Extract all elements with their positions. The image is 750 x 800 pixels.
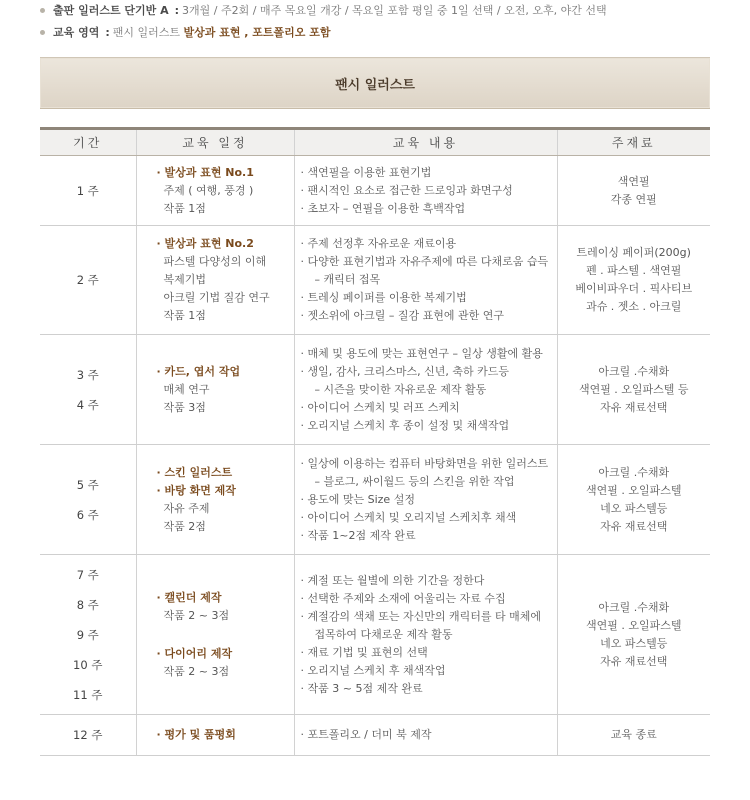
material-item: 네오 파스텔등 — [600, 501, 668, 515]
schedule-detail: 복제기법 — [163, 273, 207, 286]
period-cell — [40, 555, 136, 715]
content-item: – 시즌을 맞이한 자유로운 제작 활동 — [314, 382, 487, 396]
schedule-detail: 작품 2 ~ 3점 — [163, 608, 230, 622]
content-item: – 블로그, 싸이월드 등의 스킨을 위한 작업 — [314, 474, 515, 488]
period-cell — [40, 335, 136, 445]
week-label: 2 주 — [76, 273, 99, 287]
week-label: 4 주 — [76, 397, 99, 412]
table-row — [40, 715, 710, 756]
week-label: 6 주 — [76, 507, 99, 522]
material-item: 아크릴 .수채화 — [598, 465, 670, 479]
table-header-row — [40, 129, 710, 156]
material-item: 과슈 . 젯소 . 아크릴 — [586, 300, 682, 313]
material-item: 색연필 . 오일파스텔 — [586, 618, 682, 632]
content-item: · 아이디어 스케치 및 러프 스케치 — [300, 400, 460, 414]
material-item: 자유 재료선택 — [600, 400, 668, 414]
content-item: · 계절감의 색채 또는 자신만의 캐릭터를 타 매체에 — [300, 609, 541, 623]
schedule-cell — [136, 445, 294, 555]
content-cell — [294, 226, 557, 335]
schedule-title: · 발상과 표현 No.2 — [156, 237, 254, 250]
schedule-detail: 작품 1점 — [163, 201, 206, 215]
week-label: 5 주 — [76, 477, 99, 492]
schedule-cell — [136, 226, 294, 335]
header-period: 기간 — [40, 129, 136, 156]
schedule-detail: 매체 연구 — [163, 382, 210, 396]
material-cell — [557, 156, 710, 226]
period-cell — [40, 156, 136, 226]
schedule-title: · 스킨 일러스트 — [156, 465, 233, 479]
content-item: · 주제 선정후 자유로운 재료이용 — [300, 237, 457, 250]
content-item: · 재료 기법 및 표현의 선택 — [300, 645, 428, 659]
content-item: · 아이디어 스케치 및 오리지널 스케치후 채색 — [300, 510, 517, 524]
schedule-title: · 다이어리 제작 — [156, 646, 233, 660]
content-item: · 오리지널 스케치 후 종이 설정 및 채색작업 — [300, 418, 510, 432]
info-line-course: 출판 일러스트 단기반 A : 3개월 / 주2회 / 매주 목요일 개강 / 목요일 포함 평일 중 1일 선택 / 오전, 오후, 야간 선택 — [40, 0, 740, 22]
info-text: 3개월 / 주2회 / 매주 목요일 개강 / 목요일 포함 평일 중 1일 선택 / 오전, 오후, 야간 선택 — [182, 4, 607, 17]
content-item: · 오리지널 스케치 후 채색작업 — [300, 663, 446, 677]
schedule-title: · 바탕 화면 제작 — [156, 483, 236, 497]
header-content: 교육 내용 — [294, 129, 557, 156]
info-line-area: 교육 영역 : 팬시 일러스트 발상과 표현 , 포트폴리오 포함 — [40, 22, 740, 44]
content-item: · 팬시적인 요소로 접근한 드로잉과 화면구성 — [300, 183, 513, 197]
material-item: 색연필 . 오일파스텔 등 — [578, 382, 689, 396]
table-row — [40, 335, 710, 445]
schedule-detail: 작품 2점 — [163, 519, 206, 533]
table-row — [40, 156, 710, 226]
material-item: 아크릴 .수채화 — [598, 600, 670, 614]
material-cell — [557, 445, 710, 555]
schedule-title: · 카드, 엽서 작업 — [156, 364, 241, 378]
material-item: 색연필 . 오일파스텔 — [586, 483, 682, 497]
material-item: 아크릴 .수채화 — [598, 364, 670, 378]
week-label: 8 주 — [76, 597, 99, 612]
week-label: 7 주 — [76, 567, 99, 582]
material-item: 펜 . 파스텔 . 색연필 — [586, 264, 682, 277]
material-item: 교육 종료 — [610, 728, 657, 741]
week-label: 10 주 — [73, 657, 103, 672]
schedule-detail: 파스텔 다양성의 이해 — [163, 255, 267, 268]
curriculum-table-wrap — [40, 127, 710, 756]
content-item: · 포트폴리오 / 더미 북 제작 — [300, 728, 432, 741]
info-label: 출판 일러스트 단기반 A — [53, 4, 169, 17]
schedule-cell — [136, 335, 294, 445]
period-cell — [40, 715, 136, 756]
section-banner — [40, 57, 710, 109]
material-item: 자유 재료선택 — [600, 654, 668, 668]
material-item: 각종 연필 — [610, 192, 657, 206]
content-item: – 캐릭터 접목 — [314, 273, 381, 286]
schedule-cell — [136, 555, 294, 715]
material-cell — [557, 335, 710, 445]
week-label: 12 주 — [73, 728, 103, 742]
content-cell — [294, 445, 557, 555]
week-label: 11 주 — [73, 687, 103, 702]
content-item: · 트레싱 페이퍼를 이용한 복제기법 — [300, 291, 467, 304]
content-cell — [294, 335, 557, 445]
header-schedule: 교육 일정 — [136, 129, 294, 156]
content-item: · 선택한 주제와 소재에 어울리는 자료 수집 — [300, 591, 506, 605]
material-item: 베이비파우더 . 픽사티브 — [575, 282, 693, 295]
schedule-title: · 발상과 표현 No.1 — [156, 165, 254, 179]
info-highlight: 발상과 표현 , 포트폴리오 포함 — [183, 26, 331, 39]
schedule-title: · 캘린더 제작 — [156, 590, 222, 604]
content-item: 접목하여 다채로운 제작 활동 — [314, 627, 453, 641]
week-label: 1 주 — [76, 183, 99, 198]
content-item: · 매체 및 용도에 맞는 표현연구 – 일상 생활에 활용 — [300, 346, 543, 360]
material-item: 색연필 — [617, 174, 650, 188]
week-label: 9 주 — [76, 627, 99, 642]
period-cell — [40, 226, 136, 335]
content-item: · 일상에 이용하는 컴퓨터 바탕화면을 위한 일러스트 — [300, 456, 549, 470]
content-item: · 초보자 – 연필을 이용한 흑백작업 — [300, 201, 466, 215]
content-item: · 작품 1~2점 제작 완료 — [300, 528, 416, 542]
material-item: 네오 파스텔등 — [600, 636, 668, 650]
material-item: 트레이싱 페이퍼(200g) — [576, 246, 691, 259]
material-item: 자유 재료선택 — [600, 519, 668, 533]
content-item: · 계절 또는 월별에 의한 기간을 정한다 — [300, 573, 485, 587]
schedule-detail: 작품 3점 — [163, 400, 206, 414]
info-label: 교육 영역 — [53, 26, 100, 39]
content-item: · 용도에 맞는 Size 설정 — [300, 492, 415, 506]
material-cell — [557, 226, 710, 335]
content-cell — [294, 156, 557, 226]
content-item: · 다양한 표현기법과 자유주제에 따른 다채로움 습득 — [300, 255, 549, 268]
schedule-detail: 작품 2 ~ 3점 — [163, 664, 230, 678]
schedule-detail: 주제 ( 여행, 풍경 ) — [163, 183, 254, 197]
content-item: · 생일, 감사, 크리스마스, 신년, 축하 카드등 — [300, 364, 509, 378]
bullet-icon — [40, 30, 45, 35]
table-row — [40, 226, 710, 335]
content-item: · 작품 3 ~ 5점 제작 완료 — [300, 681, 423, 695]
content-item: · 젯소위에 아크릴 – 질감 표현에 관한 연구 — [300, 309, 504, 322]
schedule-detail: 작품 1점 — [163, 309, 206, 322]
table-row — [40, 445, 710, 555]
info-text: 팬시 일러스트 — [112, 26, 184, 39]
curriculum-table — [40, 127, 710, 756]
bullet-icon — [40, 8, 45, 13]
material-cell — [557, 555, 710, 715]
content-cell — [294, 555, 557, 715]
course-info — [40, 0, 740, 44]
content-cell — [294, 715, 557, 756]
table-row — [40, 555, 710, 715]
schedule-detail: 자유 주제 — [163, 501, 210, 515]
material-cell — [557, 715, 710, 756]
header-material: 주재료 — [557, 129, 710, 156]
content-item: · 색연필을 이용한 표현기법 — [300, 165, 432, 179]
schedule-title: · 평가 및 품평회 — [156, 728, 236, 741]
period-cell — [40, 445, 136, 555]
schedule-cell — [136, 715, 294, 756]
week-label: 3 주 — [76, 367, 99, 382]
schedule-detail: 아크릴 기법 질감 연구 — [163, 291, 270, 304]
schedule-cell — [136, 156, 294, 226]
section-title: 팬시 일러스트 — [335, 77, 415, 93]
